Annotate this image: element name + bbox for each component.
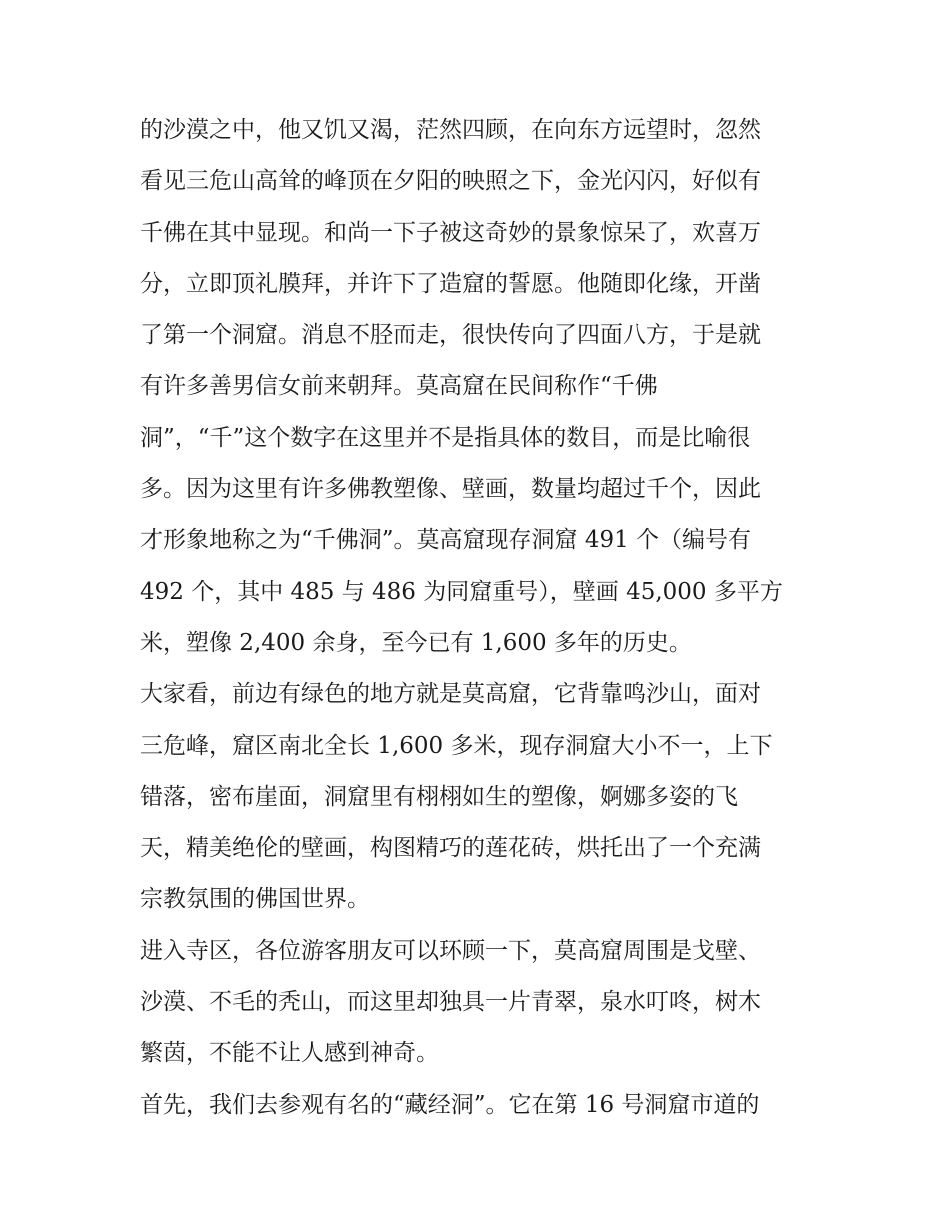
text-line: 千佛在其中显现。和尚一下子被这奇妙的景象惊呆了，欢喜万	[140, 219, 761, 246]
text-line: 米，塑像 2,400 余身，至今已有 1,600 多年的历史。	[140, 629, 692, 656]
text-line: 分，立即顶礼膜拜，并许下了造窟的誓愿。他随即化缘，开凿	[140, 270, 761, 297]
text-line: 繁茵，不能不让人感到神奇。	[140, 1040, 439, 1067]
text-line: 天，精美绝伦的壁画，构图精巧的莲花砖，烘托出了一个充满	[140, 835, 761, 862]
text-line: 洞”，“千”这个数字在这里并不是指具体的数目，而是比喻很	[140, 424, 751, 451]
text-line: 才形象地称之为“千佛洞”。莫高窟现存洞窟 491 个（编号有	[140, 527, 752, 554]
text-line: 了第一个洞窟。消息不胫而走，很快传向了四面八方，于是就	[140, 322, 761, 349]
text-line: 错落，密布崖面，洞窟里有栩栩如生的塑像，婀娜多姿的飞	[140, 783, 738, 810]
text-line: 宗教氛围的佛国世界。	[140, 886, 370, 913]
text-line: 沙漠、不毛的秃山，而这里却独具一片青翠，泉水叮咚，树木	[140, 989, 761, 1016]
text-line: 首先，我们去参观有名的“藏经洞”。它在第 16 号洞窟市道的	[140, 1091, 760, 1118]
body-text	[140, 105, 820, 1131]
text-line: 多。因为这里有许多佛教塑像、壁画，数量均超过千个，因此	[140, 476, 761, 503]
text-line: 的沙漠之中，他又饥又渴，茫然四顾，在向东方远望时，忽然	[140, 117, 761, 143]
text-line: 有许多善男信女前来朝拜。莫高窟在民间称作“千佛	[140, 373, 658, 400]
text-line: 492 个，其中 485 与 486 为同窟重号），壁画 45,000 多平方	[140, 578, 783, 605]
text-line: 大家看，前边有绿色的地方就是莫高窟，它背靠鸣沙山，面对	[140, 681, 761, 708]
text-line: 三危峰，窟区南北全长 1,600 多米，现存洞窟大小不一，上下	[140, 732, 773, 759]
text-line: 看见三危山高耸的峰顶在夕阳的映照之下，金光闪闪，好似有	[140, 168, 761, 195]
text-line: 进入寺区，各位游客朋友可以环顾一下，莫高窟周围是戈壁、	[140, 937, 761, 964]
